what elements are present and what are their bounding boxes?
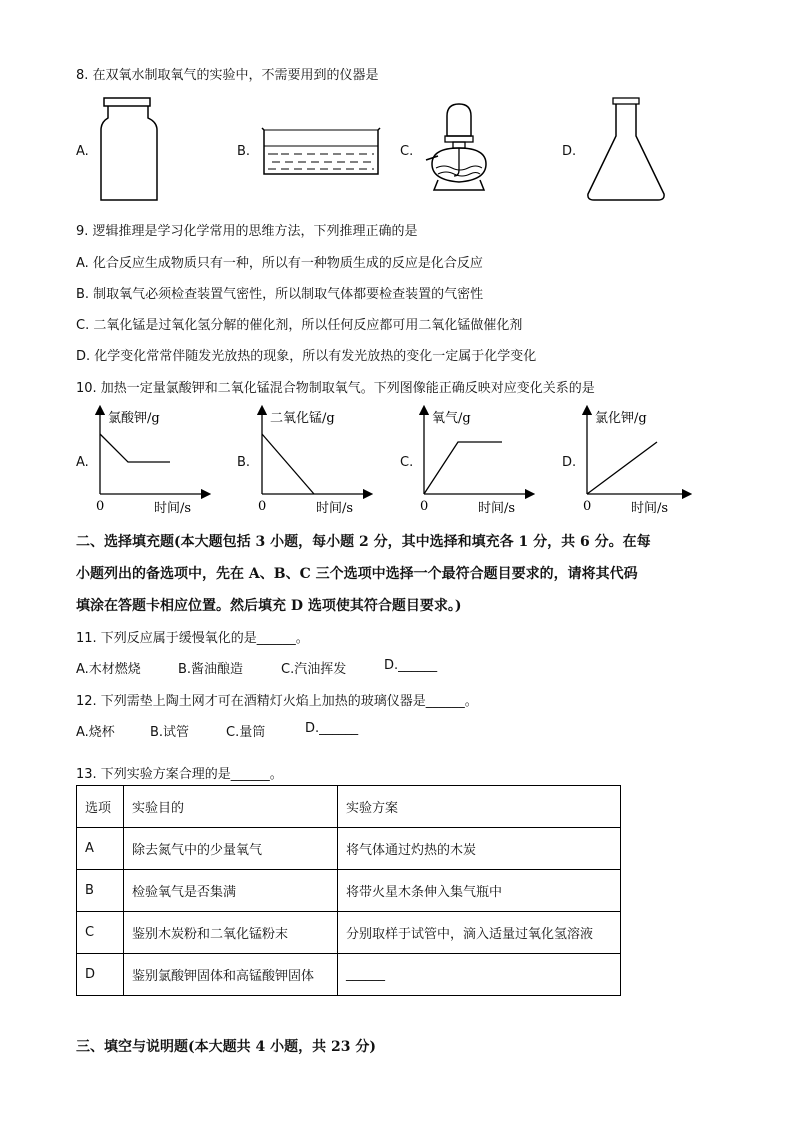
q12-option-a[interactable]: A.烧杯 [76, 725, 115, 740]
table-cell: 鉴别木炭粉和二氧化锰粉末 [124, 912, 338, 954]
q11-option-a[interactable]: A.木材燃烧 [76, 662, 141, 677]
graph-a-xlabel: 时间/s [154, 501, 192, 516]
table-cell: 鉴别氯酸钾固体和高锰酸钾固体 [124, 954, 338, 996]
q11-option-d[interactable]: D.______ [384, 658, 438, 673]
graph-a-ylabel: 氯酸钾/g [108, 411, 160, 426]
table-cell: 检验氧气是否集满 [124, 870, 338, 912]
alcohol-lamp-icon [422, 100, 496, 196]
table-cell: 除去氮气中的少量氧气 [124, 828, 338, 870]
graph-b-ylabel: 二氧化锰/g [270, 411, 335, 426]
q10-option-b[interactable]: B. [237, 455, 251, 470]
q9-stem: 9. 逻辑推理是学习化学常用的思维方法，下列推理正确的是 [76, 224, 418, 239]
graph-a-origin: 0 [96, 499, 105, 514]
graph-b-xlabel: 时间/s [316, 501, 354, 516]
q12-option-d[interactable]: D.______ [305, 721, 359, 736]
table-row [77, 912, 621, 954]
table-cell: A [77, 828, 124, 870]
table-cell: 将带火星木条伸入集气瓶中 [338, 870, 621, 912]
table-cell: C [77, 912, 124, 954]
answer-blank[interactable]: ______ [338, 954, 621, 996]
q11-option-b[interactable]: B.酱油酿造 [178, 662, 244, 677]
q12-option-c[interactable]: C.量筒 [226, 725, 266, 740]
q8-option-a[interactable]: A. [76, 144, 89, 159]
section2-line3: 填涂在答题卡相应位置。然后填充 D 选项使其符合题目要求。) [76, 598, 462, 614]
header-cell: 实验方案 [338, 786, 621, 828]
graph-c-origin: 0 [420, 499, 429, 514]
table-row [77, 870, 621, 912]
graph-d-origin: 0 [583, 499, 592, 514]
graph-c [412, 404, 536, 518]
table-cell: 分别取样于试管中，滴入适量过氧化氢溶液 [338, 912, 621, 954]
conical-flask-icon [584, 96, 670, 204]
graph-c-ylabel: 氧气/g [432, 411, 471, 426]
table-cell: B [77, 870, 124, 912]
q12-option-b[interactable]: B.试管 [150, 725, 190, 740]
graph-a [88, 404, 212, 518]
q10-stem: 10. 加热一定量氯酸钾和二氧化锰混合物制取氧气。下列图像能正确反映对应变化关系的是 [76, 381, 595, 396]
graph-d-ylabel: 氯化钾/g [595, 411, 647, 426]
q8-option-c[interactable]: C. [400, 144, 414, 159]
graph-b-origin: 0 [258, 499, 267, 514]
water-trough-icon [258, 124, 384, 178]
q9-option-d[interactable]: D. 化学变化常常伴随发光放热的现象，所以有发光放热的变化一定属于化学变化 [76, 349, 537, 364]
header-cell: 实验目的 [124, 786, 338, 828]
q12-stem: 12. 下列需垫上陶土网才可在酒精灯火焰上加热的玻璃仪器是______。 [76, 694, 478, 709]
table-header-row [77, 786, 621, 828]
section2-line2: 小题列出的备选项中，先在 A、B、C 三个选项中选择一个最符合题目要求的，请将其代码 [76, 566, 638, 582]
q10-option-d[interactable]: D. [562, 455, 577, 470]
table-row [77, 954, 621, 996]
q13-stem: 13. 下列实验方案合理的是______。 [76, 767, 283, 782]
graph-c-xlabel: 时间/s [478, 501, 516, 516]
graph-b [250, 404, 374, 518]
q8-stem: 8. 在双氧水制取氧气的实验中，不需要用到的仪器是 [76, 68, 379, 83]
q10-option-a[interactable]: A. [76, 455, 89, 470]
section2-line1: 二、选择填充题(本大题包括 3 小题，每小题 2 分，其中选择和填充各 1 分，共 6 分。在每 [76, 534, 651, 550]
q8-option-d[interactable]: D. [562, 144, 577, 159]
table-row [77, 828, 621, 870]
header-cell: 选项 [77, 786, 124, 828]
q9-option-b[interactable]: B. 制取氧气必须检查装置气密性，所以制取气体都要检查装置的气密性 [76, 287, 484, 302]
q10-option-c[interactable]: C. [400, 455, 414, 470]
table-cell: D [77, 954, 124, 996]
q9-option-c[interactable]: C. 二氧化锰是过氧化氢分解的催化剂，所以任何反应都可用二氧化锰做催化剂 [76, 318, 523, 333]
q8-option-b[interactable]: B. [237, 144, 251, 159]
q9-option-a[interactable]: A. 化合反应生成物质只有一种，所以有一种物质生成的反应是化合反应 [76, 256, 483, 271]
section3-title: 三、填空与说明题(本大题共 4 小题，共 23 分) [76, 1039, 376, 1055]
q13-table [76, 785, 621, 996]
q11-option-c[interactable]: C.汽油挥发 [281, 662, 347, 677]
graph-d-xlabel: 时间/s [631, 501, 669, 516]
reagent-bottle-icon [95, 96, 165, 204]
graph-d [575, 404, 699, 518]
table-cell: 将气体通过灼热的木炭 [338, 828, 621, 870]
q11-stem: 11. 下列反应属于缓慢氧化的是______。 [76, 631, 309, 646]
